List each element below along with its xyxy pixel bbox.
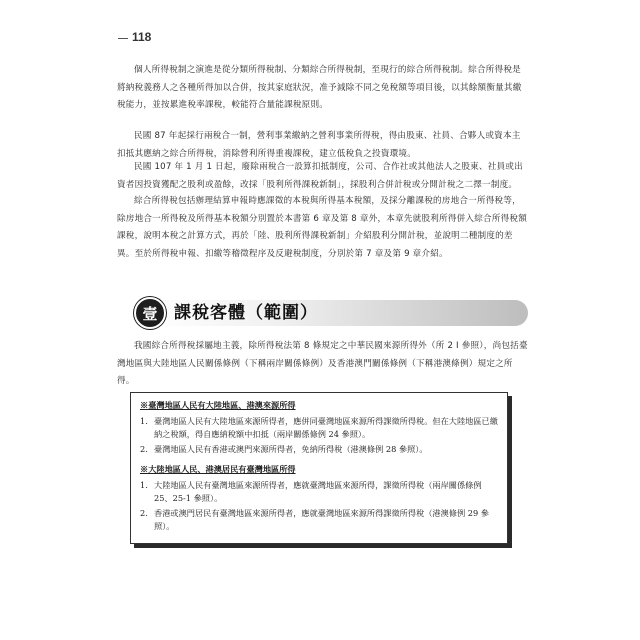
header-dash [118,38,128,39]
paragraph-text: 我國綜合所得稅採屬地主義，除所得稅法第 8 條規定之中華民國來源所得外（所 2 Ⅰ 參照），尚包括臺灣地區與大陸地區人民關係條例（下稱兩岸關係條例）及香港澳門關係條例（下稱港澳條例）規定之所得。 [117,341,528,386]
paragraph-text: 個人所得稅制之演進是從分類所得稅制、分類綜合所得稅制，至現行的綜合所得稅制。綜合所得稅是將納稅義務人之各種所得加以合併，按其家庭狀況，准予減除不同之免稅額等項目後，以其餘額衡量其繳稅能力，並按累進稅率課稅，較能符合量能課稅原則。 [117,65,522,110]
note-item [140,507,498,533]
note-item-text: 香港或澳門居民有臺灣地區來源所得者，應就臺灣地區來源所得課徵所得稅（港澳條例 29 參照）。 [154,508,489,531]
note-item-text: 臺灣地區人民有大陸地區來源所得者，應併同臺灣地區來源所得課徵所得稅。但在大陸地區已繳納之稅額，得自應納稅額中扣抵（兩岸關係條例 24 參照）。 [154,416,498,439]
section-number-badge: 壹 [134,297,166,329]
paragraph-3 [117,159,529,194]
note-item [140,443,498,456]
note-item [140,415,498,441]
note-item-number: 2. [140,444,148,454]
paragraph-2 [117,128,529,163]
paragraph-4 [117,193,529,263]
section-intro [117,338,529,391]
note-item [140,479,498,505]
section-title: 課稅客體（範圍） [174,303,318,323]
note-item-number: 1. [140,480,148,490]
note-item-number: 2. [140,508,148,518]
note-item-text: 大陸地區人民有臺灣地區來源所得者，應就臺灣地區來源所得，課徵所得稅（兩岸關係條例 25、25-1 參照）。 [154,480,482,503]
page-number: 118 [132,30,152,44]
section-heading [134,296,528,330]
paragraph-text: 綜合所得稅包括辦理結算申報時應課徵的本稅與所得基本稅額，及採分離課稅的房地合一所得稅等，除房地合一所得稅及所得基本稅額分別置於本書第 6 章及第 8 章外，本章先就股利所得併入綜合所得稅額課稅，說明本稅之計算方式，再於「陸、股利所得課稅新制」介紹股利分開計稅，並說明二種制度的差異。至於所得稅申報、扣繳等稽徵程序及反避稅制度，分別於第 7 章及第 9 章介紹。 [117,196,527,259]
note-box [130,392,508,544]
note-title-1: ※臺灣地區人民有大陸地區、港澳來源所得 [140,400,296,410]
paragraph-1 [117,62,529,115]
note-title-2: ※大陸地區人民、港澳居民有臺灣地區所得 [140,464,296,474]
note-item-text: 臺灣地區人民有香港或澳門來源所得者，免納所得稅（港澳條例 28 參照）。 [154,444,428,454]
paragraph-text: 民國 87 年起採行兩稅合一制，營利事業繳納之營利事業所得稅，得由股東、社員、合夥人或資本主扣抵其應納之綜合所得稅，消除營利所得重複課稅，建立低稅負之投資環境。 [117,131,521,159]
paragraph-text: 民國 107 年 1 月 1 日起，廢除兩稅合一設算扣抵制度，公司、合作社或其他法人之股東、社員或出資者因投資獲配之股利或盈餘，改採「股利所得課稅新制」，採股利合併計稅或分開計稅之二擇一制度。 [117,162,523,190]
note-item-number: 1. [140,416,148,426]
